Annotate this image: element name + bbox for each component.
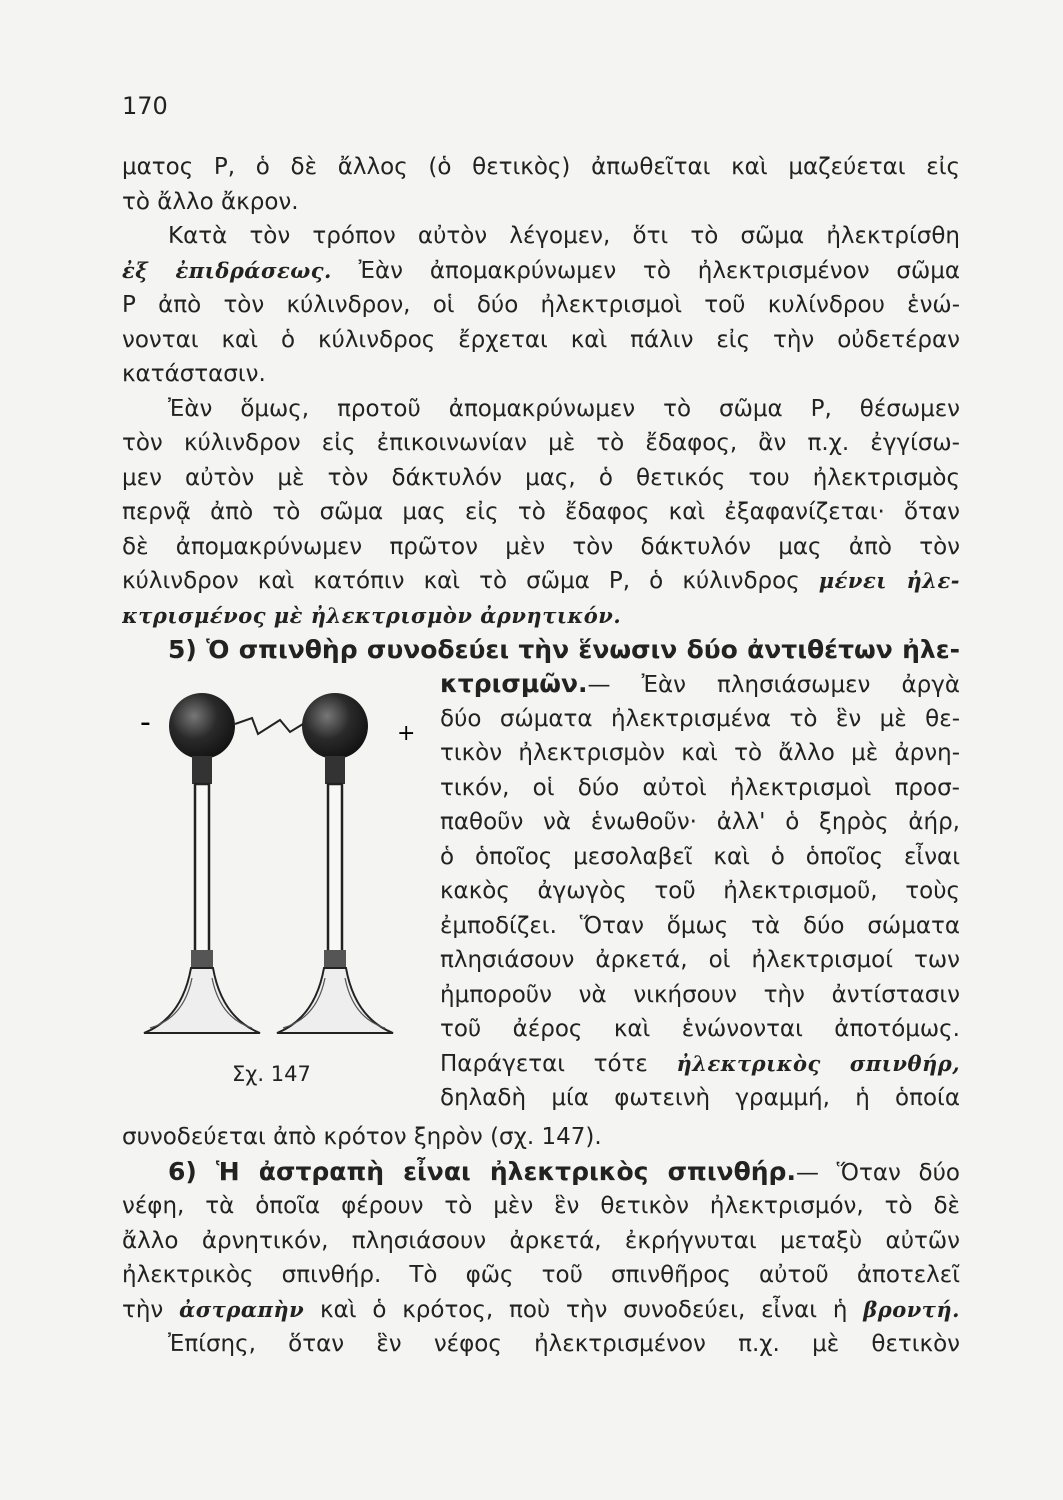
text-line: μεν αὐτὸν μὲ τὸν δάκτυλόν μας, ὁ θετικός του ἠλεκτρισμὸς bbox=[122, 464, 960, 491]
left-electrode bbox=[144, 693, 260, 1033]
emphasis: μένει ἠλε- bbox=[818, 568, 960, 593]
text-line: ὁ ὁποῖος μεσολαβεῖ καὶ ὁ ὁποῖος εἶναι bbox=[440, 843, 960, 870]
text-block-top bbox=[122, 150, 960, 668]
emphasis: ἠλεκτρικὸς σπινθήρ, bbox=[676, 1050, 960, 1076]
text-block-bottom bbox=[122, 1120, 960, 1362]
text-line: δύο σώματα ἠλεκτρισμένα τὸ ἓν μὲ θε- bbox=[440, 705, 960, 732]
emphasis: ἀστραπὴν bbox=[179, 1296, 305, 1322]
text-line: τικὸν ἠλεκτρισμὸν καὶ τὸ ἄλλο μὲ ἀρνη- bbox=[440, 740, 960, 766]
text-line: ἄλλο ἀρνητικόν, πλησιάσουν ἀρκετά, ἐκρήγνυται μεταξὺ αὐτῶν bbox=[122, 1227, 960, 1254]
text-line: νονται καὶ ὁ κύλινδρος ἔρχεται καὶ πάλιν εἰς τὴν οὐδετέραν bbox=[122, 326, 960, 353]
text-line: ματος Ρ, ὁ δὲ ἄλλος (ὁ θετικὸς) ἀπωθεῖται καὶ μαζεύεται εἰς bbox=[122, 154, 960, 180]
text-line: τὸν κύλινδρον εἰς ἐπικοινωνίαν μὲ τὸ ἔδαφος, ἂν π.χ. ἐγγίσω- bbox=[122, 430, 960, 456]
text-line: τὸ ἄλλο ἄκρον. bbox=[122, 188, 299, 215]
plus-sign: + bbox=[397, 721, 416, 746]
text-line: ἠλεκτρικὸς σπινθήρ. Τὸ φῶς τοῦ σπινθῆρος αὐτοῦ ἀποτελεῖ bbox=[122, 1262, 960, 1288]
text-line: ἐξ ἐπιδράσεως. Ἐὰν ἀπομακρύνωμεν τὸ ἠλεκτρισμένον σῶμα bbox=[122, 257, 960, 284]
text-line: τὴν ἀστραπὴν καὶ ὁ κρότος, ποὺ τὴν συνοδεύει, εἶναι ἡ βροντή. bbox=[122, 1296, 960, 1323]
text-line: δηλαδὴ μία φωτεινὴ γραμμή, ἡ ὁποία bbox=[440, 1085, 960, 1111]
emphasis: βροντή. bbox=[863, 1296, 960, 1322]
text-line: τικόν, οἱ δύο αὐτοὶ ἠλεκτρισμοὶ προσ- bbox=[440, 774, 960, 801]
text-line: Κατὰ τὸν τρόπον αὐτὸν λέγομεν, ὅτι τὸ σῶμα ἠλεκτρίσθη bbox=[168, 223, 960, 249]
section-heading: 5) Ὁ σπινθὴρ συνοδεύει τὴν ἕνωσιν δύο ἀντιθέτων ἠλε- bbox=[168, 635, 960, 664]
figure-electrodes bbox=[140, 688, 440, 1088]
text-line: κύλινδρον καὶ κατόπιν καὶ τὸ σῶμα Ρ, ὁ κύλινδρος μένει ἠλε- bbox=[122, 568, 960, 594]
section-heading: 6) Ἡ ἀστραπὴ εἶναι ἠλεκτρικὸς σπινθήρ.— Ὅταν δύο bbox=[168, 1156, 960, 1186]
page-number: 170 bbox=[122, 92, 168, 120]
text-line: Ἐπίσης, ὅταν ἓν νέφος ἠλεκτρισμένον π.χ. μὲ θετικὸν bbox=[168, 1331, 960, 1357]
text-line: παθοῦν νὰ ἑνωθοῦν· ἀλλ' ὁ ξηρὸς ἀήρ, bbox=[440, 809, 960, 835]
text-line: τοῦ ἀέρος καὶ ἑνώνονται ἀποτόμως. bbox=[440, 1016, 960, 1042]
text-line: κτρισμῶν.— Ἐὰν πλησιάσωμεν ἀργὰ bbox=[440, 669, 960, 698]
text-line bbox=[122, 599, 960, 634]
text-line: κακὸς ἀγωγὸς τοῦ ἠλεκτρισμοῦ, τοὺς bbox=[440, 878, 960, 904]
text-line: συνοδεύεται ἀπὸ κρότον ξηρὸν (σχ. 147). bbox=[122, 1124, 602, 1150]
figure-caption: Σχ. 147 bbox=[232, 1062, 311, 1086]
right-electrode bbox=[277, 693, 393, 1033]
text-line: ἠμποροῦν νὰ νικήσουν τὴν ἀντίστασιν bbox=[440, 981, 960, 1008]
minus-sign: - bbox=[140, 705, 151, 740]
emphasis: ἐξ ἐπιδράσεως. bbox=[122, 257, 332, 283]
spark-icon bbox=[235, 718, 303, 734]
text-line: νέφη, τὰ ὁποῖα φέρουν τὸ μὲν ἓν θετικὸν ἠλεκτρισμόν, τὸ δὲ bbox=[122, 1193, 960, 1219]
text-line: Παράγεται τότε ἠλεκτρικὸς σπινθήρ, bbox=[440, 1050, 960, 1077]
text-line: κατάστασιν. bbox=[122, 361, 266, 387]
text-line: πλησιάσουν ἀρκετά, οἱ ἠλεκτρισμοί των bbox=[440, 947, 960, 973]
text-line: περνᾷ ἀπὸ τὸ σῶμα μας εἰς τὸ ἔδαφος καὶ ἐξαφανίζεται· ὅταν bbox=[122, 499, 960, 525]
text-line: ἐμποδίζει. Ὅταν ὅμως τὰ δύο σώματα bbox=[440, 912, 960, 939]
text-line: δὲ ἀπομακρύνωμεν πρῶτον μὲν τὸν δάκτυλόν μας ἀπὸ τὸν bbox=[122, 533, 960, 560]
text-column bbox=[440, 667, 960, 1116]
text-line: Ἐὰν ὅμως, προτοῦ ἀπομακρύνωμεν τὸ σῶμα Ρ, θέσωμεν bbox=[168, 395, 960, 422]
emphasis: κτρισμένος μὲ ἠλεκτρισμὸν ἀρνητικόν. bbox=[122, 602, 622, 628]
text-line: Ρ ἀπὸ τὸν κύλινδρον, οἱ δύο ἠλεκτρισμοὶ τοῦ κυλίνδρου ἑνώ- bbox=[122, 292, 960, 318]
